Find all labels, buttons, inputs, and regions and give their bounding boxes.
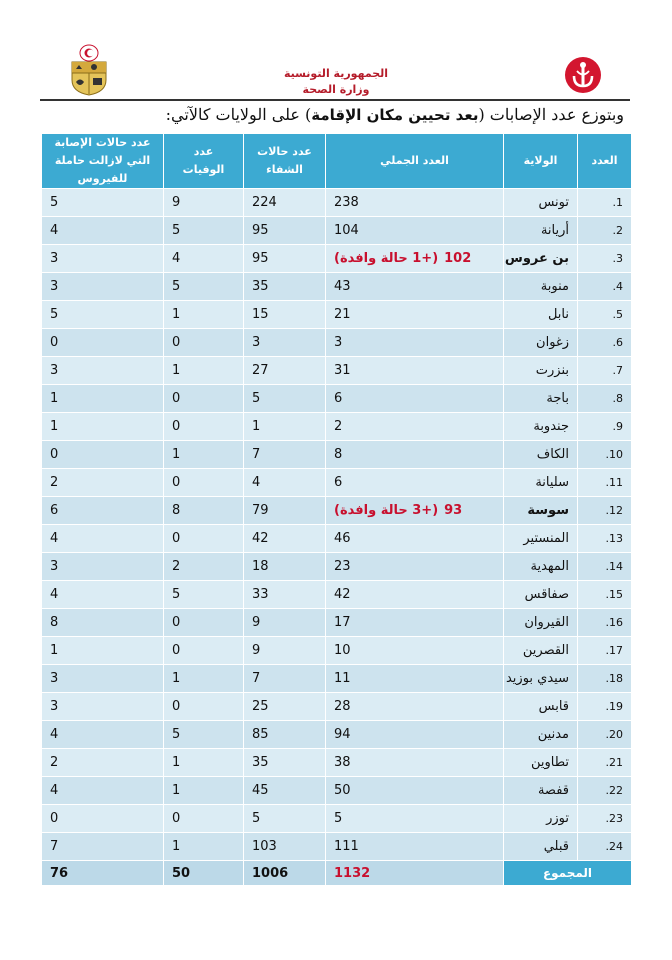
- row-total-cell: [326, 637, 504, 665]
- row-governorate: القيروان: [504, 609, 578, 637]
- row-deaths: 1: [164, 777, 244, 805]
- row-total: 31: [334, 363, 351, 378]
- row-governorate: صفاقس: [504, 581, 578, 609]
- row-deaths: 1: [164, 301, 244, 329]
- header-total: العدد الجملي: [326, 134, 504, 189]
- row-total: 21: [334, 307, 351, 322]
- row-active: 3: [42, 553, 164, 581]
- ministry-line-republic: الجمهورية التونسية: [283, 67, 389, 80]
- table-row: [42, 637, 632, 665]
- table-body: [42, 189, 632, 861]
- row-governorate: باجة: [504, 385, 578, 413]
- row-total: 23: [334, 559, 351, 574]
- row-active: 5: [42, 189, 164, 217]
- row-governorate: أريانة: [504, 217, 578, 245]
- row-active: 1: [42, 637, 164, 665]
- row-active: 4: [42, 777, 164, 805]
- row-active: 1: [42, 413, 164, 441]
- row-index: 20.: [578, 721, 632, 749]
- row-active: 3: [42, 665, 164, 693]
- row-total-cell: [326, 525, 504, 553]
- row-governorate: مدنين: [504, 721, 578, 749]
- row-total-cell: [326, 329, 504, 357]
- row-deaths: 2: [164, 553, 244, 581]
- row-total: 5: [334, 811, 343, 826]
- intro-before: وبتوزع عدد الإصابات (: [478, 105, 624, 124]
- row-recovered: 3: [244, 329, 326, 357]
- row-recovered: 45: [244, 777, 326, 805]
- row-governorate: نابل: [504, 301, 578, 329]
- row-total-cell: [326, 833, 504, 861]
- row-index: 13.: [578, 525, 632, 553]
- total-active-sum: 76: [42, 861, 164, 886]
- row-deaths: 1: [164, 441, 244, 469]
- cases-by-governorate-table: [41, 133, 632, 886]
- table-row: [42, 385, 632, 413]
- row-active: 5: [42, 301, 164, 329]
- row-governorate: قفصة: [504, 777, 578, 805]
- row-active: 6: [42, 497, 164, 525]
- table-row: [42, 553, 632, 581]
- row-deaths: 0: [164, 525, 244, 553]
- table-header-row: [42, 134, 632, 189]
- row-total: 43: [334, 279, 351, 294]
- row-active: 0: [42, 805, 164, 833]
- row-deaths: 0: [164, 805, 244, 833]
- table-row: [42, 721, 632, 749]
- health-ministry-logo-icon: [564, 56, 602, 94]
- row-deaths: 1: [164, 749, 244, 777]
- row-governorate: القصرين: [504, 637, 578, 665]
- row-active: 2: [42, 749, 164, 777]
- ministry-line-health: وزارة الصحة: [302, 83, 370, 96]
- row-total: 38: [334, 755, 351, 770]
- document-header: [0, 0, 672, 100]
- row-deaths: 4: [164, 245, 244, 273]
- row-recovered: 35: [244, 273, 326, 301]
- row-deaths: 5: [164, 217, 244, 245]
- row-active: 0: [42, 441, 164, 469]
- row-total-cell: [326, 497, 504, 525]
- row-index: 22.: [578, 777, 632, 805]
- row-total-cell: [326, 805, 504, 833]
- row-total: 6: [334, 391, 343, 406]
- row-recovered: 7: [244, 441, 326, 469]
- row-governorate: قبلي: [504, 833, 578, 861]
- row-recovered: 5: [244, 805, 326, 833]
- table-row: [42, 357, 632, 385]
- table-row: [42, 693, 632, 721]
- row-total: 6: [334, 475, 343, 490]
- row-total-cell: [326, 581, 504, 609]
- row-recovered: 35: [244, 749, 326, 777]
- row-index: 3.: [578, 245, 632, 273]
- row-index: 23.: [578, 805, 632, 833]
- row-total-cell: [326, 189, 504, 217]
- row-index: 4.: [578, 273, 632, 301]
- row-deaths: 0: [164, 385, 244, 413]
- row-recovered: 15: [244, 301, 326, 329]
- row-total-cell: [326, 553, 504, 581]
- header-recovered: عدد حالات الشفاء: [244, 134, 326, 189]
- table-row: [42, 469, 632, 497]
- table-row: [42, 441, 632, 469]
- row-total: 50: [334, 783, 351, 798]
- row-total-cell: [326, 469, 504, 497]
- table-row: [42, 665, 632, 693]
- row-total: 94: [334, 727, 351, 742]
- row-index: 1.: [578, 189, 632, 217]
- row-total: 46: [334, 531, 351, 546]
- table-row: [42, 329, 632, 357]
- row-active: 4: [42, 217, 164, 245]
- row-index: 18.: [578, 665, 632, 693]
- row-governorate: زغوان: [504, 329, 578, 357]
- table-total-row: [42, 861, 632, 886]
- row-total-cell: [326, 385, 504, 413]
- total-deaths-sum: 50: [164, 861, 244, 886]
- row-recovered: 27: [244, 357, 326, 385]
- row-recovered: 9: [244, 637, 326, 665]
- table-row: [42, 245, 632, 273]
- table-row: [42, 217, 632, 245]
- row-total-cell: [326, 357, 504, 385]
- row-deaths: 0: [164, 693, 244, 721]
- row-total-cell: [326, 693, 504, 721]
- header-active: عدد حالات الإصابة التي لازالت حاملة للفيروس: [42, 134, 164, 189]
- row-imported-note: (+1 حالة وافدة): [334, 251, 439, 266]
- row-total: 28: [334, 699, 351, 714]
- row-recovered: 85: [244, 721, 326, 749]
- row-active: 3: [42, 245, 164, 273]
- row-total: 11: [334, 671, 351, 686]
- row-recovered: 95: [244, 217, 326, 245]
- row-index: 24.: [578, 833, 632, 861]
- header-governorate: الولاية: [504, 134, 578, 189]
- row-index: 15.: [578, 581, 632, 609]
- row-active: 7: [42, 833, 164, 861]
- row-total: 3: [334, 335, 343, 350]
- row-active: 0: [42, 329, 164, 357]
- row-deaths: 8: [164, 497, 244, 525]
- row-total: 10: [334, 643, 351, 658]
- intro-bold: بعد تحيين مكان الإقامة: [311, 106, 479, 124]
- row-governorate: قابس: [504, 693, 578, 721]
- row-governorate: بنزرت: [504, 357, 578, 385]
- row-deaths: 0: [164, 469, 244, 497]
- total-label: المجموع: [504, 861, 632, 886]
- total-cases-sum: 1132: [326, 861, 504, 886]
- row-active: 8: [42, 609, 164, 637]
- header-deaths: عدد الوفيات: [164, 134, 244, 189]
- row-active: 2: [42, 469, 164, 497]
- row-total: 8: [334, 447, 343, 462]
- row-total-cell: [326, 749, 504, 777]
- row-recovered: 5: [244, 385, 326, 413]
- row-recovered: 42: [244, 525, 326, 553]
- row-recovered: 7: [244, 665, 326, 693]
- row-governorate: منوبة: [504, 273, 578, 301]
- row-recovered: 9: [244, 609, 326, 637]
- row-active: 1: [42, 385, 164, 413]
- row-deaths: 9: [164, 189, 244, 217]
- intro-sentence: [166, 105, 624, 124]
- row-governorate: تونس: [504, 189, 578, 217]
- row-total-cell: [326, 217, 504, 245]
- header-divider: [40, 99, 630, 101]
- row-recovered: 103: [244, 833, 326, 861]
- row-recovered: 79: [244, 497, 326, 525]
- header-index: العدد: [578, 134, 632, 189]
- row-index: 7.: [578, 357, 632, 385]
- row-governorate: الكاف: [504, 441, 578, 469]
- table-row: [42, 581, 632, 609]
- row-index: 8.: [578, 385, 632, 413]
- row-index: 14.: [578, 553, 632, 581]
- row-governorate: سيدي بوزيد: [504, 665, 578, 693]
- row-index: 17.: [578, 637, 632, 665]
- row-index: 19.: [578, 693, 632, 721]
- row-index: 21.: [578, 749, 632, 777]
- row-deaths: 1: [164, 665, 244, 693]
- intro-after: ) على الولايات كالآتي:: [165, 105, 312, 124]
- table-row: [42, 833, 632, 861]
- row-total-cell: [326, 441, 504, 469]
- row-governorate: توزر: [504, 805, 578, 833]
- row-governorate: المنستير: [504, 525, 578, 553]
- row-imported-note: (+3 حالة وافدة): [334, 503, 439, 518]
- row-total-cell: [326, 301, 504, 329]
- row-total-cell: [326, 777, 504, 805]
- row-total-cell: [326, 245, 504, 273]
- row-index: 10.: [578, 441, 632, 469]
- row-deaths: 0: [164, 637, 244, 665]
- row-governorate: سليانة: [504, 469, 578, 497]
- row-deaths: 5: [164, 721, 244, 749]
- row-recovered: 1: [244, 413, 326, 441]
- row-total: 42: [334, 587, 351, 602]
- row-index: 11.: [578, 469, 632, 497]
- row-index: 2.: [578, 217, 632, 245]
- table-row: [42, 301, 632, 329]
- table-row: [42, 749, 632, 777]
- row-total-cell: [326, 273, 504, 301]
- row-active: 3: [42, 273, 164, 301]
- row-total: 238: [334, 195, 359, 210]
- total-recovered-sum: 1006: [244, 861, 326, 886]
- row-recovered: 25: [244, 693, 326, 721]
- row-active: 3: [42, 357, 164, 385]
- row-active: 4: [42, 581, 164, 609]
- row-deaths: 1: [164, 833, 244, 861]
- table-row: [42, 609, 632, 637]
- row-recovered: 33: [244, 581, 326, 609]
- table-row: [42, 273, 632, 301]
- row-active: 4: [42, 525, 164, 553]
- row-recovered: 18: [244, 553, 326, 581]
- row-total: 111: [334, 839, 359, 854]
- row-governorate: تطاوين: [504, 749, 578, 777]
- row-deaths: 5: [164, 273, 244, 301]
- row-total-cell: [326, 609, 504, 637]
- row-index: 16.: [578, 609, 632, 637]
- row-total: 102: [444, 251, 472, 266]
- row-deaths: 5: [164, 581, 244, 609]
- row-active: 4: [42, 721, 164, 749]
- table-row: [42, 497, 632, 525]
- row-governorate: سوسة: [504, 497, 578, 525]
- row-index: 12.: [578, 497, 632, 525]
- table-row: [42, 777, 632, 805]
- row-total-cell: [326, 721, 504, 749]
- table-row: [42, 413, 632, 441]
- row-total: 93: [444, 503, 463, 518]
- row-governorate: المهدية: [504, 553, 578, 581]
- row-total-cell: [326, 413, 504, 441]
- row-recovered: 4: [244, 469, 326, 497]
- row-governorate: بن عروس: [504, 245, 578, 273]
- row-governorate: جندوبة: [504, 413, 578, 441]
- table-row: [42, 189, 632, 217]
- row-recovered: 95: [244, 245, 326, 273]
- row-index: 9.: [578, 413, 632, 441]
- row-recovered: 224: [244, 189, 326, 217]
- row-deaths: 1: [164, 357, 244, 385]
- row-deaths: 0: [164, 329, 244, 357]
- row-index: 6.: [578, 329, 632, 357]
- row-deaths: 0: [164, 413, 244, 441]
- row-total-cell: [326, 665, 504, 693]
- row-total: 17: [334, 615, 351, 630]
- row-total: 104: [334, 223, 359, 238]
- row-index: 5.: [578, 301, 632, 329]
- table-row: [42, 805, 632, 833]
- row-total: 2: [334, 419, 343, 434]
- row-deaths: 0: [164, 609, 244, 637]
- row-active: 3: [42, 693, 164, 721]
- table-row: [42, 525, 632, 553]
